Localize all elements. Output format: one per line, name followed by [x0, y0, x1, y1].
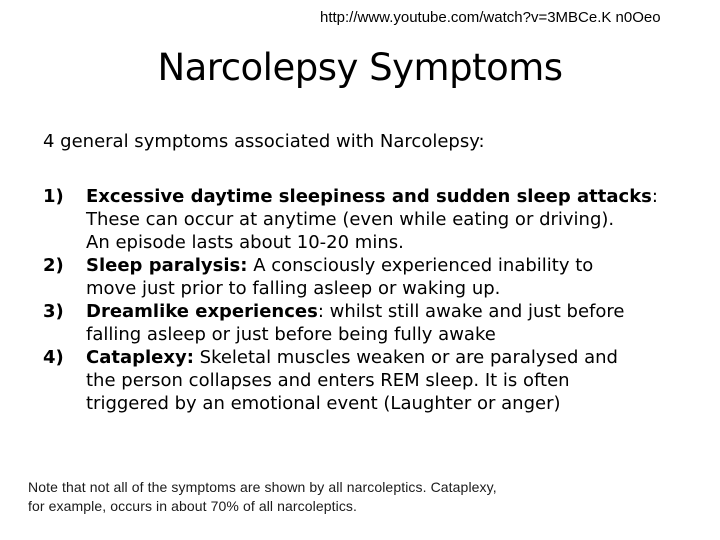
symptom-text: Skeletal muscles weaken or are paralysed and [193, 347, 618, 368]
symptom-line: move just prior to falling asleep or waking up. [86, 278, 501, 299]
footnote-image-text [28, 478, 497, 516]
symptom-line: These can occur at anytime (even while eating or driving). [86, 209, 615, 230]
symptom-line: the person collapses and enters REM sleep. It is often [86, 370, 570, 391]
symptom-item-2 [43, 254, 683, 300]
symptom-line: falling asleep or just before being fully awake [86, 324, 496, 345]
symptom-number: 3) [43, 301, 64, 322]
symptom-text: A consciously experienced inability to [247, 255, 594, 276]
symptom-line [86, 346, 683, 369]
intro-text: 4 general symptoms associated with Narcolepsy: [43, 131, 485, 152]
footnote-line: Note that not all of the symptoms are shown by all narcoleptics. Cataplexy, [28, 479, 497, 495]
symptom-term: Excessive daytime sleepiness and sudden sleep attacks [86, 186, 652, 207]
symptom-item-1 [43, 185, 683, 254]
symptom-line [86, 300, 683, 323]
symptom-text: : whilst still awake and just before [317, 301, 625, 322]
symptom-item-4 [43, 346, 683, 415]
symptom-number: 4) [43, 347, 64, 368]
footnote-line: for example, occurs in about 70% of all narcoleptics. [28, 498, 358, 514]
symptom-line [86, 254, 683, 277]
symptom-list [43, 185, 683, 415]
symptom-number: 1) [43, 186, 64, 207]
slide-title: Narcolepsy Symptoms [157, 46, 563, 89]
symptom-line [86, 185, 683, 208]
symptom-term: Dreamlike experiences [86, 301, 318, 322]
symptom-separator: : [651, 186, 658, 207]
symptom-number: 2) [43, 255, 64, 276]
symptom-line: An episode lasts about 10-20 mins. [86, 232, 404, 253]
symptom-line: triggered by an emotional event (Laughter or anger) [86, 393, 561, 414]
symptom-term: Sleep paralysis: [86, 255, 248, 276]
video-url-text: http://www.youtube.com/watch?v=3MBCe.K n0Oeo [320, 9, 661, 26]
symptom-item-3 [43, 300, 683, 346]
symptom-term: Cataplexy: [86, 347, 194, 368]
